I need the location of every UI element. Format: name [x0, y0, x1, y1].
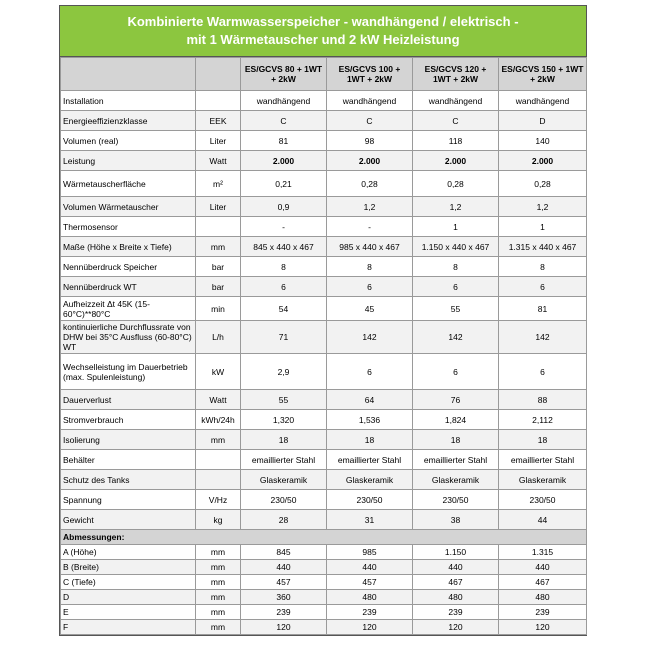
row-value: 120 — [413, 620, 499, 635]
table-row — [61, 171, 587, 197]
header-row — [61, 58, 587, 91]
table-row — [61, 510, 587, 530]
row-unit: mm — [196, 560, 241, 575]
row-value: Glaskeramik — [499, 470, 587, 490]
table-row — [61, 257, 587, 277]
row-value: 230/50 — [413, 490, 499, 510]
row-value: 467 — [413, 575, 499, 590]
header-cell-blank — [196, 58, 241, 91]
row-unit: mm — [196, 545, 241, 560]
row-value: 360 — [241, 590, 327, 605]
row-unit — [196, 450, 241, 470]
row-label: Isolierung — [61, 430, 196, 450]
row-value: 142 — [499, 321, 587, 354]
row-value: C — [327, 111, 413, 131]
title-banner — [60, 6, 586, 57]
row-value: 6 — [499, 354, 587, 390]
table-row — [61, 490, 587, 510]
row-value: emaillierter Stahl — [327, 450, 413, 470]
row-value: 28 — [241, 510, 327, 530]
row-value: 0,28 — [327, 171, 413, 197]
row-value: 1.315 x 440 x 467 — [499, 237, 587, 257]
row-label: Behälter — [61, 450, 196, 470]
row-value: 239 — [327, 605, 413, 620]
row-value: emaillierter Stahl — [241, 450, 327, 470]
row-value: C — [413, 111, 499, 131]
row-value: 6 — [413, 354, 499, 390]
row-value: 480 — [413, 590, 499, 605]
row-value: 1,824 — [413, 410, 499, 430]
row-label: B (Breite) — [61, 560, 196, 575]
row-value: Glaskeramik — [241, 470, 327, 490]
section-row — [61, 530, 587, 545]
row-value: 2.000 — [241, 151, 327, 171]
row-value: 440 — [413, 560, 499, 575]
row-value: 440 — [327, 560, 413, 575]
row-unit: kW — [196, 354, 241, 390]
row-value: Glaskeramik — [327, 470, 413, 490]
row-label: Nennüberdruck Speicher — [61, 257, 196, 277]
table-row — [61, 575, 587, 590]
row-value: emaillierter Stahl — [413, 450, 499, 470]
title-line-2: mit 1 Wärmetauscher und 2 kW Heizleistung — [186, 32, 460, 47]
row-value: - — [241, 217, 327, 237]
spec-table-body — [61, 58, 587, 635]
row-label: Energieeffizienzklasse — [61, 111, 196, 131]
row-value: D — [499, 111, 587, 131]
row-value: 142 — [327, 321, 413, 354]
table-row — [61, 354, 587, 390]
row-value: 457 — [241, 575, 327, 590]
row-unit: Liter — [196, 131, 241, 151]
row-value: 1,2 — [413, 197, 499, 217]
row-value: 18 — [327, 430, 413, 450]
row-value: 6 — [499, 277, 587, 297]
row-value: wandhängend — [327, 91, 413, 111]
row-value: 845 x 440 x 467 — [241, 237, 327, 257]
row-value: 18 — [241, 430, 327, 450]
row-label: Nennüberdruck WT — [61, 277, 196, 297]
row-value: 0,28 — [413, 171, 499, 197]
row-value: Glaskeramik — [413, 470, 499, 490]
row-unit — [196, 217, 241, 237]
row-label: kontinuierliche Durchflussrate von DHW bei 35°C Ausfluss (60-80°C) WT — [61, 321, 196, 354]
row-value: 88 — [499, 390, 587, 410]
row-unit: kg — [196, 510, 241, 530]
row-unit: min — [196, 297, 241, 321]
row-unit: Watt — [196, 390, 241, 410]
row-value: 8 — [499, 257, 587, 277]
row-value: 239 — [499, 605, 587, 620]
row-value: 440 — [499, 560, 587, 575]
row-value: 2.000 — [413, 151, 499, 171]
table-row — [61, 151, 587, 171]
row-label: Leistung — [61, 151, 196, 171]
row-unit: kWh/24h — [196, 410, 241, 430]
row-value: 44 — [499, 510, 587, 530]
row-value: C — [241, 111, 327, 131]
row-unit — [196, 470, 241, 490]
table-row — [61, 321, 587, 354]
row-value: 1,2 — [499, 197, 587, 217]
row-value: 55 — [241, 390, 327, 410]
row-value: 98 — [327, 131, 413, 151]
table-row — [61, 390, 587, 410]
row-value: 1.315 — [499, 545, 587, 560]
row-value: 55 — [413, 297, 499, 321]
row-value: 440 — [241, 560, 327, 575]
row-value: 140 — [499, 131, 587, 151]
row-value: 71 — [241, 321, 327, 354]
row-value: wandhängend — [499, 91, 587, 111]
row-label: Schutz des Tanks — [61, 470, 196, 490]
row-value: 467 — [499, 575, 587, 590]
row-unit: m² — [196, 171, 241, 197]
table-row — [61, 217, 587, 237]
row-value: 1 — [499, 217, 587, 237]
row-unit: bar — [196, 257, 241, 277]
row-value: 8 — [241, 257, 327, 277]
row-unit: mm — [196, 237, 241, 257]
row-value: 120 — [327, 620, 413, 635]
row-value: 120 — [241, 620, 327, 635]
row-value: 64 — [327, 390, 413, 410]
row-value: 0,28 — [499, 171, 587, 197]
row-unit — [196, 91, 241, 111]
row-value: 54 — [241, 297, 327, 321]
row-label: Spannung — [61, 490, 196, 510]
row-value: 1,320 — [241, 410, 327, 430]
row-unit: mm — [196, 620, 241, 635]
row-value: 845 — [241, 545, 327, 560]
row-value: 0,9 — [241, 197, 327, 217]
row-label: Maße (Höhe x Breite x Tiefe) — [61, 237, 196, 257]
row-unit: V/Hz — [196, 490, 241, 510]
row-value: 1.150 x 440 x 467 — [413, 237, 499, 257]
row-value: emaillierter Stahl — [499, 450, 587, 470]
row-label: Wärmetauscherfläche — [61, 171, 196, 197]
row-value: 18 — [413, 430, 499, 450]
row-label: F — [61, 620, 196, 635]
row-value: wandhängend — [241, 91, 327, 111]
row-value: 6 — [327, 354, 413, 390]
row-label: C (Tiefe) — [61, 575, 196, 590]
row-value: 230/50 — [327, 490, 413, 510]
row-value: 2.000 — [499, 151, 587, 171]
row-value: 985 — [327, 545, 413, 560]
row-value: 8 — [327, 257, 413, 277]
table-row — [61, 277, 587, 297]
row-value: 239 — [241, 605, 327, 620]
table-row — [61, 410, 587, 430]
row-value: 1 — [413, 217, 499, 237]
table-row — [61, 131, 587, 151]
table-row — [61, 197, 587, 217]
row-value: 985 x 440 x 467 — [327, 237, 413, 257]
row-label: Aufheizzeit Δt 45K (15-60°C)**80°C — [61, 297, 196, 321]
row-value: 8 — [413, 257, 499, 277]
table-row — [61, 91, 587, 111]
row-value: 2,112 — [499, 410, 587, 430]
row-value: 120 — [499, 620, 587, 635]
table-row — [61, 620, 587, 635]
row-unit: Watt — [196, 151, 241, 171]
table-row — [61, 111, 587, 131]
row-value: 31 — [327, 510, 413, 530]
header-cell-blank — [61, 58, 196, 91]
row-value: 457 — [327, 575, 413, 590]
spec-sheet — [59, 5, 587, 636]
row-value: wandhängend — [413, 91, 499, 111]
row-value: 76 — [413, 390, 499, 410]
row-unit: EEK — [196, 111, 241, 131]
row-value: 81 — [499, 297, 587, 321]
table-row — [61, 237, 587, 257]
row-value: 6 — [327, 277, 413, 297]
row-value: 2,9 — [241, 354, 327, 390]
row-value: 1.150 — [413, 545, 499, 560]
row-unit: bar — [196, 277, 241, 297]
section-heading: Abmessungen: — [61, 530, 587, 545]
row-label: Wechselleistung im Dauerbetrieb (max. Spulenleistung) — [61, 354, 196, 390]
row-unit: L/h — [196, 321, 241, 354]
table-row — [61, 297, 587, 321]
row-label: Dauerverlust — [61, 390, 196, 410]
row-label: E — [61, 605, 196, 620]
row-value: 480 — [327, 590, 413, 605]
row-value: 118 — [413, 131, 499, 151]
row-value: 18 — [499, 430, 587, 450]
header-cell-model: ES/GCVS 150 + 1WT + 2kW — [499, 58, 587, 91]
table-row — [61, 590, 587, 605]
row-value: 230/50 — [241, 490, 327, 510]
row-value: 480 — [499, 590, 587, 605]
table-row — [61, 430, 587, 450]
row-unit: mm — [196, 575, 241, 590]
table-row — [61, 605, 587, 620]
table-row — [61, 450, 587, 470]
row-unit: mm — [196, 430, 241, 450]
row-label: Volumen Wärmetauscher — [61, 197, 196, 217]
row-label: Thermosensor — [61, 217, 196, 237]
table-row — [61, 560, 587, 575]
spec-table — [60, 57, 587, 635]
row-value: 6 — [413, 277, 499, 297]
row-value: - — [327, 217, 413, 237]
row-value: 1,536 — [327, 410, 413, 430]
title-line-1: Kombinierte Warmwasserspeicher - wandhängend / elektrisch - — [127, 14, 519, 29]
row-value: 6 — [241, 277, 327, 297]
table-row — [61, 470, 587, 490]
row-value: 0,21 — [241, 171, 327, 197]
header-cell-model: ES/GCVS 120 + 1WT + 2kW — [413, 58, 499, 91]
table-row — [61, 545, 587, 560]
row-value: 81 — [241, 131, 327, 151]
row-label: D — [61, 590, 196, 605]
row-label: Volumen (real) — [61, 131, 196, 151]
row-value: 1,2 — [327, 197, 413, 217]
row-value: 142 — [413, 321, 499, 354]
row-unit: mm — [196, 605, 241, 620]
row-value: 230/50 — [499, 490, 587, 510]
row-label: Stromverbrauch — [61, 410, 196, 430]
row-label: Installation — [61, 91, 196, 111]
row-label: Gewicht — [61, 510, 196, 530]
row-value: 239 — [413, 605, 499, 620]
row-value: 45 — [327, 297, 413, 321]
row-unit: mm — [196, 590, 241, 605]
row-unit: Liter — [196, 197, 241, 217]
row-value: 38 — [413, 510, 499, 530]
header-cell-model: ES/GCVS 80 + 1WT + 2kW — [241, 58, 327, 91]
header-cell-model: ES/GCVS 100 + 1WT + 2kW — [327, 58, 413, 91]
row-value: 2.000 — [327, 151, 413, 171]
row-label: A (Höhe) — [61, 545, 196, 560]
